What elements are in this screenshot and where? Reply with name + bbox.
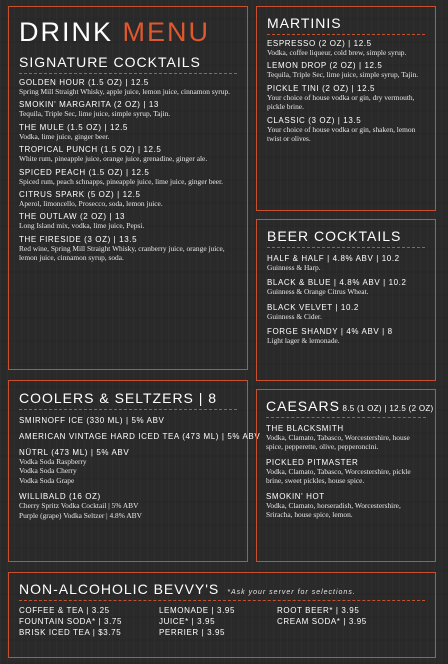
menu-item: PICKLE TINI (2 OZ) | 12.5 Your choice of house vodka or gin, dry vermouth, pickle brine. [267,83,415,112]
menu-item: SPICED PEACH (1.5 OZ) | 12.5 Spiced rum, peach schnapps, pineapple juice, lime juice, ginger beer. [19,167,223,186]
menu-item: HALF & HALF | 4.8% ABV | 10.2 Guinness & Harp. [267,254,400,272]
signature-list [19,78,237,263]
menu-item: PICKLED PITMASTER Vodka, Clamato, Tabasco, Worcestershire, pickle brine, sweet pickles, house spice. [266,457,411,486]
list-item: BRISK ICED TEA | $3.75 [19,628,122,637]
nonalc-column [277,605,417,638]
menu-item: THE BLACKSMITH Vodka, Clamato, Tabasco, Worcestershire, house spice, pepperette, olive, pepperoncini. [266,424,410,452]
menu-item: WILLIBALD (16 OZ) Cherry Spritz Vodka Cocktail | 5% ABV Purple (grape) Vodka Seltzer | 4.8% ABV [19,492,142,520]
caesars-list [266,424,426,519]
menu-item: THE MULE (1.5 OZ) | 12.5 Vodka, lime juice, ginger beer. [19,122,128,141]
beer-list [267,254,425,346]
nonalc-header [19,581,425,601]
nonalc-grid [19,605,425,638]
martinis-list [267,39,425,143]
coolers-title: COOLERS & SELTZERS | 8 [19,390,237,410]
nonalc-panel [8,572,436,658]
menu-item: THE FIRESIDE (3 OZ) | 13.5 Red wine, Spring Mill Straight Whisky, cranberry juice, orange juice, lemon juice, cinnamon syrup, soda. [19,234,225,263]
nonalc-column [19,605,159,638]
beer-title: BEER COCKTAILS [267,228,425,248]
caesars-panel [256,389,436,562]
nonalc-title: NON-ALCOHOLIC BEVVY'S [19,581,220,597]
menu-item: AMERICAN VINTAGE HARD ICED TEA (473 ML) | 5% ABV [19,432,261,441]
menu-item: BLACK VELVET | 10.2 Guinness & Cider. [267,302,359,321]
page-title-accent: MENU [122,17,211,47]
menu-item: TROPICAL PUNCH (1.5 OZ) | 12.5 White rum, pineapple juice, orange juice, grenadine, ginger ale. [19,145,208,164]
coolers-list [19,416,261,520]
menu-item: NÜTRL (473 ML) | 5% ABV Vodka Soda Raspberry Vodka Soda Cherry Vodka Soda Grape [19,448,130,485]
list-item: PERRIER | 3.95 [159,628,226,637]
menu-item: CITRUS SPARK (5 OZ) | 12.5 Aperol, limoncello, Prosecco, soda, lemon juice. [19,190,163,209]
menu-item: BLACK & BLUE | 4.8% ABV | 10.2 Guinness & Orange Citrus Wheat. [267,278,407,297]
list-item: LEMONADE | 3.95 [159,606,235,615]
signature-panel [8,6,248,370]
menu-item: LEMON DROP (2 OZ) | 12.5 Tequila, Triple Sec, lime juice, simple syrup, Tajin. [267,61,419,80]
menu-item: SMIRNOFF ICE (330 ML) | 5% ABV [19,416,165,425]
signature-title: SIGNATURE COCKTAILS [19,54,237,74]
list-item: ROOT BEER* | 3.95 [277,606,360,615]
list-item: COFFEE & TEA | 3.25 [19,606,110,615]
coolers-panel [8,380,261,562]
menu-item: CLASSIC (3 OZ) | 13.5 Your choice of house vodka or gin, shaken, lemon twist or olives. [267,115,416,144]
martinis-title: MARTINIS [267,15,425,35]
martinis-panel [256,6,436,211]
beer-panel [256,219,436,381]
menu-item: ESPRESSO (2 OZ) | 12.5 Vodka, coffee liqueur, cold brew, simple syrup. [267,39,407,57]
menu-item: FORGE SHANDY | 4% ABV | 8 Light lager & lemonade. [267,327,393,346]
nonalc-note: *Ask your server for selections. [227,589,356,596]
list-item: CREAM SODA* | 3.95 [277,617,367,626]
nonalc-column [159,605,277,638]
menu-item: SMOKIN' HOT Vodka, Clamato, horseradish, Worcestershire, Sriracha, house spice, lemon. [266,491,401,520]
menu-item: GOLDEN HOUR (1.5 OZ) | 12.5 Spring Mill Straight Whisky, apple juice, lemon juice, cinnamon syrup. [19,78,231,96]
menu-item: THE OUTLAW (2 OZ) | 13 Long Island mix, vodka, lime juice, Pepsi. [19,212,145,231]
list-item: FOUNTAIN SODA* | 3.75 [19,617,122,626]
list-item: JUICE* | 3.95 [159,617,216,626]
page-title: DRINK MENU [19,17,211,47]
caesars-title: CAESARS 8.5 (1 OZ) | 12.5 (2 OZ) [266,398,426,418]
menu-item: SMOKIN' MARGARITA (2 OZ) | 13 Tequila, Triple Sec, lime juice, simple syrup, Tajin. [19,100,171,119]
caesars-prices: 8.5 (1 OZ) | 12.5 (2 OZ) [339,404,434,413]
